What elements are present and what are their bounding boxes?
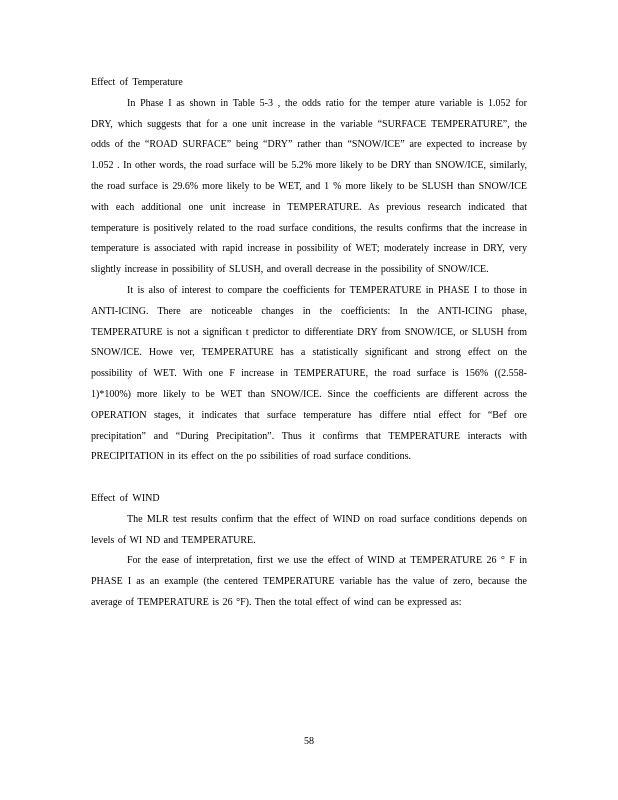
- page-number: 58: [304, 736, 314, 747]
- paragraph-wind-interpretation: For the ease of interpretation, first we use the effect of WIND at TEMPERATURE 26 ° F in PHASE I as an example (the centered TEMPERATURE variable has the value of zero, because the average of TEMPERATURE is 26 °F). Then the total effect of wind can be expressed as:: [91, 555, 527, 608]
- paragraph-temperature-anti-icing: It is also of interest to compare the coefficients for TEMPERATURE in PHASE I to those in ANTI-ICING. There are noticeable changes in the coefficients: In the ANTI-ICING phase, TEMPERATURE is not a significan t predictor to differentiate DRY from SNOW/ICE, or SLUSH from SNOW/ICE. Howe ver, TEMPERATURE has a statistically significant and strong effect on the possibility of WET. With one F increase in TEMPERATURE, the road surface is 156% ((2.558-1)*100%) more likely to be WET than SNOW/ICE. Since the coefficients are different across the OPERATION stages, it indicates that surface temperature has differe ntial effect for “Bef ore precipitation” and “During Precipitation”. Thus it confirms that TEMPERATURE interacts with PRECIPITATION in its effect on the po ssibilities of road surface conditions.: [91, 284, 527, 463]
- page-body: [91, 73, 527, 614]
- paragraph-temperature-odds: In Phase I as shown in Table 5-3 , the odds ratio for the temper ature variable is 1.052 for DRY, which suggests that for a one unit increase in the variable “SURFACE TEMPERATURE”, the odds of the “ROAD SURFACE” being “DRY” rather than “SNOW/ICE” are expected to increase by 1.052 . In other words, the road surface will be 5.2% more likely to be DRY than SNOW/ICE, similarly, the road surface is 29.6% more likely to be WET, and 1 % more likely to be SLUSH than SNOW/ICE with each additional one unit increase in TEMPERATURE. As previous research indicated that temperature is positively related to the road surface conditions, the results confirms that the increase in temperature is associated with rapid increase in possibility of WET; moderately increase in DRY, very slightly increase in possibility of SLUSH, and overall decrease in the possibility of SNOW/ICE.: [91, 97, 527, 276]
- section-spacer: [91, 468, 527, 489]
- paragraph-wind-mlr: The MLR test results confirm that the effect of WIND on road surface conditions depends on levels of WI ND and TEMPERATURE.: [91, 513, 527, 546]
- section-heading-wind: Effect of WIND: [91, 492, 160, 504]
- section-heading-temperature: Effect of Temperature: [91, 77, 183, 88]
